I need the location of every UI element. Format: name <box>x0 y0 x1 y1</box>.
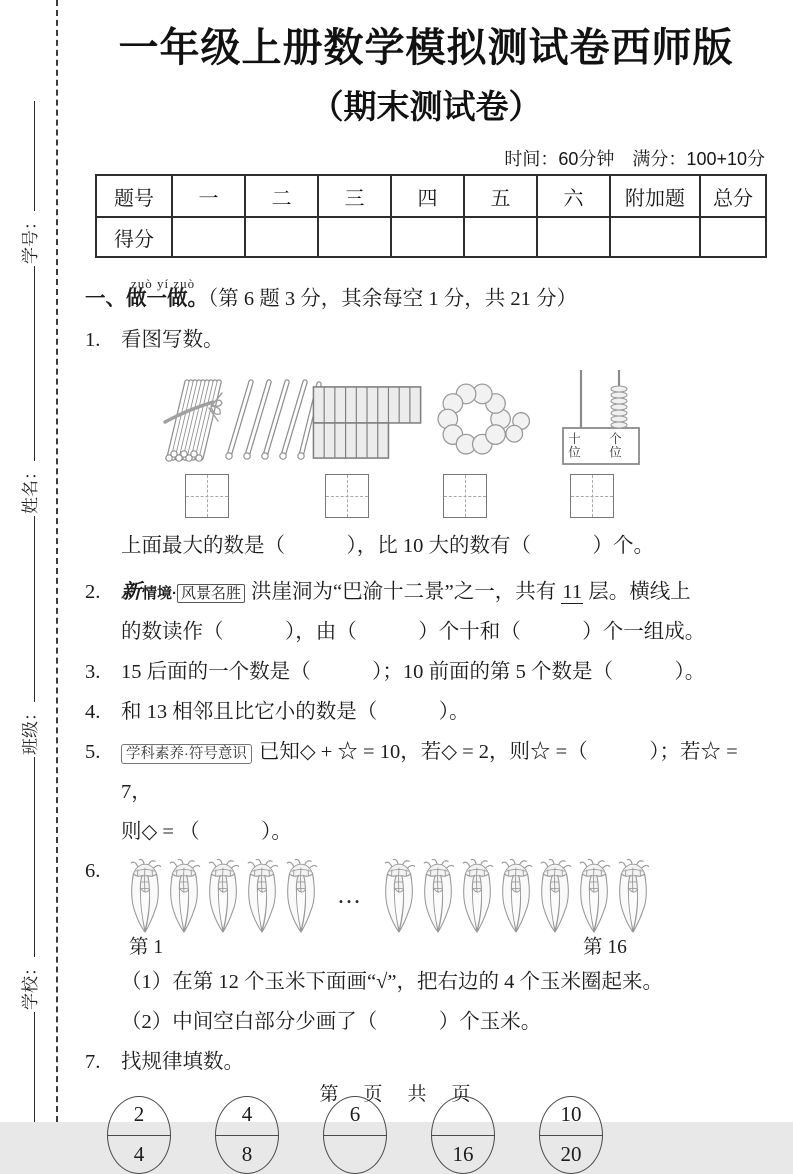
score-empty-cell <box>245 217 318 257</box>
score-empty-cell <box>464 217 537 257</box>
page-footer: 第 页 共 页 <box>319 1084 474 1105</box>
paper-title: 一年级上册数学模拟测试卷西师版 <box>118 26 734 70</box>
corn-icon <box>498 858 534 934</box>
base-ten-blocks-figure <box>311 384 425 460</box>
score-header-cell: 附加题 <box>610 175 700 217</box>
circle-top-value: 4 <box>241 1102 253 1127</box>
question-number: 6. <box>85 860 101 883</box>
corn-icon <box>283 858 319 934</box>
corn-position-labels <box>85 934 767 962</box>
binding-dashed-line <box>56 0 58 1122</box>
score-empty-cell <box>318 217 391 257</box>
paper-content <box>85 0 767 1174</box>
score-header-cell: 四 <box>391 175 464 217</box>
number-blank-line <box>21 266 35 461</box>
time-score-info: 时间：60分钟 满分：100+10分 <box>504 148 765 169</box>
corn-icon <box>576 858 612 934</box>
score-header-cell: 二 <box>245 175 318 217</box>
question-6-sub2 <box>121 1002 767 1042</box>
first-corn-label: 第 1 <box>129 937 164 959</box>
abacus-ones-label: 个位 <box>607 432 622 460</box>
paper-subtitle: （期末测试卷） <box>310 88 542 125</box>
question-number: 3. <box>85 661 101 684</box>
corn-group-left <box>127 858 319 934</box>
question-text: 则◇ = （ ）。 <box>121 821 292 844</box>
name-blank-line <box>21 516 35 702</box>
section-one-note: （第 6 题 3 分，其余每空 1 分，共 21 分） <box>208 288 577 311</box>
last-corn-label: 第 16 <box>583 937 627 959</box>
question-5-line2 <box>85 812 767 852</box>
context-badge-text: 情境· <box>142 585 177 603</box>
spacer <box>85 526 121 566</box>
question-text: 找规律填数。 <box>121 1051 244 1074</box>
class-blank-line <box>21 757 35 957</box>
top-blank-line <box>21 101 35 211</box>
circle-bottom-value: 16 <box>452 1142 474 1167</box>
question-text: 上面最大的数是（ ），比 10 大的数有（ ）个。 <box>121 535 654 558</box>
scenic-spot-badge: 风景名胜 <box>177 584 245 603</box>
question-text: 和 13 相邻且比它小的数是（ ）。 <box>121 701 470 724</box>
question-4 <box>85 692 767 732</box>
score-table-header-row <box>96 175 766 217</box>
answer-grid-box <box>185 474 229 518</box>
score-row-label: 得分 <box>96 217 172 257</box>
score-header-cell: 六 <box>537 175 610 217</box>
pattern-circle <box>539 1096 603 1174</box>
question-text <box>121 572 767 612</box>
score-header-cell: 题号 <box>96 175 172 217</box>
question-7 <box>85 1042 767 1082</box>
question-number: 2. <box>85 581 101 604</box>
question-6-sub1 <box>121 962 767 1002</box>
corn-icon <box>459 858 495 934</box>
circle-top-value: 6 <box>349 1102 361 1127</box>
corn-group-right <box>381 858 651 934</box>
answer-grid-boxes <box>85 474 767 526</box>
student-info-sidebar <box>6 0 50 1122</box>
question-number: 1. <box>85 329 101 352</box>
score-table-score-row <box>96 217 766 257</box>
counting-sticks-figure <box>161 370 321 466</box>
circle-bottom-value: 20 <box>560 1142 582 1167</box>
question-text <box>121 732 767 812</box>
score-empty-cell <box>391 217 464 257</box>
score-empty-cell <box>700 217 766 257</box>
pattern-circle <box>431 1096 495 1174</box>
score-empty-cell <box>172 217 245 257</box>
subject-literacy-badge: 学科素养·符号意识 <box>121 744 252 764</box>
class-label: 班级： <box>20 704 40 755</box>
question-3 <box>85 652 767 692</box>
question-2 <box>85 572 767 612</box>
circle-top-value: 10 <box>560 1102 582 1127</box>
corn-icon <box>205 858 241 934</box>
pattern-circle <box>107 1096 171 1174</box>
score-table <box>95 174 767 258</box>
question-1-figures <box>85 370 767 466</box>
question-text: 看图写数。 <box>121 329 224 352</box>
question-text-segment: 已知◇ + ☆ = 10，若◇ = 2，则☆ =（ ）；若☆ = 7， <box>121 741 738 804</box>
spacer <box>85 812 121 852</box>
pattern-circle <box>215 1096 279 1174</box>
score-header-cell: 一 <box>172 175 245 217</box>
section-one-heading <box>85 276 767 314</box>
corn-icon <box>166 858 202 934</box>
ellipsis: … <box>337 882 363 909</box>
new-context-badge: 新 <box>121 581 141 604</box>
question-text: 15 后面的一个数是（ ）；10 前面的第 5 个数是（ ）。 <box>121 661 706 684</box>
corn-icon <box>420 858 456 934</box>
score-header-cell: 五 <box>464 175 537 217</box>
circle-bottom-value: 4 <box>133 1142 145 1167</box>
abacus-tens-label: 十位 <box>566 432 581 460</box>
name-label: 姓名： <box>20 463 40 514</box>
number-label: 学号： <box>20 213 40 264</box>
question-text: （1）在第 12 个玉米下面画“√”，把右边的 4 个玉米圈起来。 <box>121 971 663 994</box>
pattern-circles-row <box>107 1096 767 1174</box>
corn-icon <box>127 858 163 934</box>
question-number: 5. <box>85 741 101 764</box>
bead-ring-figure <box>427 378 537 464</box>
corn-icon <box>244 858 280 934</box>
answer-grid-box <box>570 474 614 518</box>
question-1 <box>85 320 767 360</box>
answer-grid-box <box>325 474 369 518</box>
pinyin-annotation: zuò yí zuò <box>131 276 196 292</box>
question-number: 4. <box>85 701 101 724</box>
score-empty-cell <box>537 217 610 257</box>
corn-icon <box>537 858 573 934</box>
score-header-cell: 三 <box>318 175 391 217</box>
spacer <box>85 612 121 652</box>
school-label: 学校： <box>20 959 40 1010</box>
question-text: 的数读作（ ），由（ ）个十和（ ）个一组成。 <box>121 621 706 644</box>
question-2-line2 <box>85 612 767 652</box>
score-header-cell: 总分 <box>700 175 766 217</box>
question-text-segment: 层。横线上 <box>583 581 691 604</box>
score-empty-cell <box>610 217 700 257</box>
corn-icon <box>615 858 651 934</box>
question-text: （2）中间空白部分少画了（ ）个玉米。 <box>121 1011 542 1034</box>
circle-bottom-value: 8 <box>241 1142 253 1167</box>
question-5 <box>85 732 767 812</box>
section-one-title: 一、做一做。 <box>85 287 208 311</box>
pattern-circle <box>323 1096 387 1174</box>
answer-grid-box <box>443 474 487 518</box>
corn-icon <box>381 858 417 934</box>
circle-top-value: 2 <box>133 1102 145 1127</box>
question-1-answer-line <box>85 526 767 566</box>
underlined-number: 11 <box>562 581 583 604</box>
question-number: 7. <box>85 1051 101 1074</box>
question-text-segment: 洪崖洞为“巴渝十二景”之一，共有 <box>251 581 562 604</box>
